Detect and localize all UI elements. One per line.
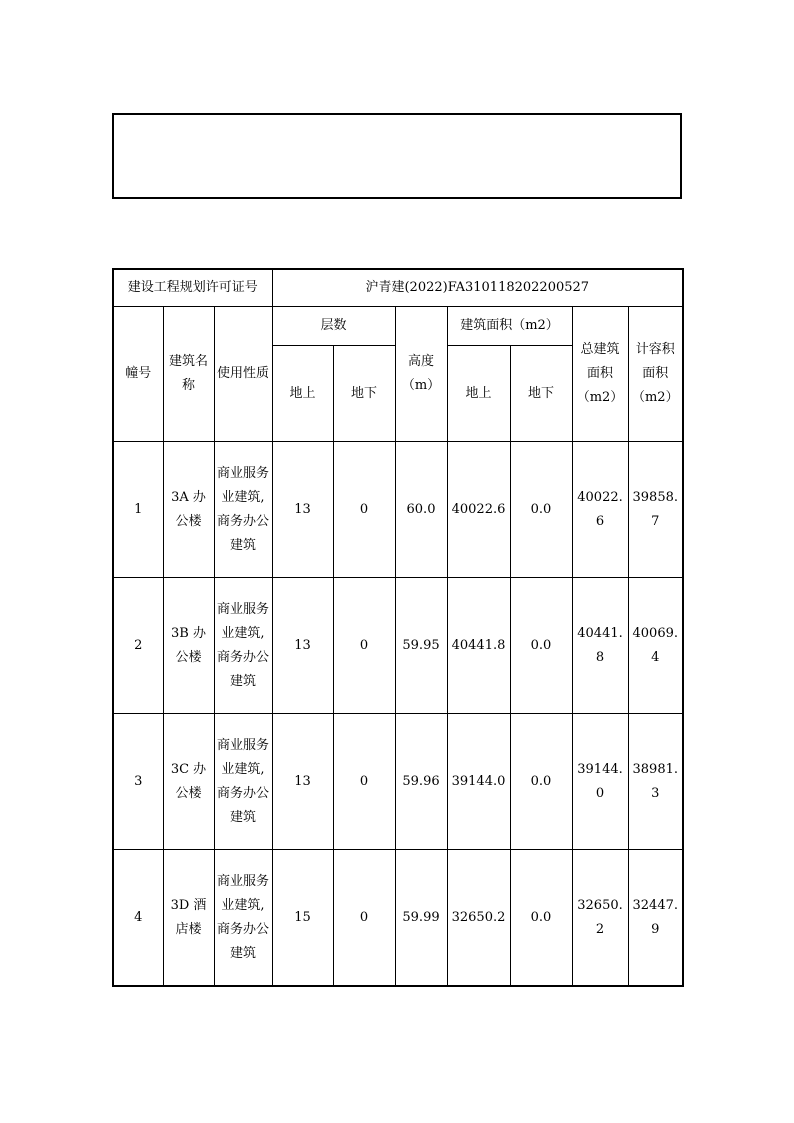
cell-name: 3A 办公楼 [163,442,214,578]
cell-usage: 商业服务业建筑,商务办公建筑 [214,714,272,850]
cell-floors-below: 0 [333,442,395,578]
cell-area-below: 0.0 [510,714,572,850]
header-floors-below: 地下 [333,346,395,442]
cell-usage: 商业服务业建筑,商务办公建筑 [214,442,272,578]
table-row [113,850,683,987]
cell-area-above: 40022.6 [447,442,510,578]
cell-floors-above: 13 [272,714,333,850]
cell-height: 60.0 [395,442,447,578]
cell-name: 3D 酒店楼 [163,850,214,987]
cell-usage: 商业服务业建筑,商务办公建筑 [214,850,272,987]
header-area-below: 地下 [510,346,572,442]
cell-floors-above: 13 [272,578,333,714]
header-floors: 层数 [272,307,395,346]
cell-area-above: 32650.2 [447,850,510,987]
cell-area-below: 0.0 [510,850,572,987]
cell-area-above: 40441.8 [447,578,510,714]
permit-label: 建设工程规划许可证号 [113,269,272,307]
header-height: 高度（m） [395,307,447,442]
table-row [113,442,683,578]
cell-usage: 商业服务业建筑,商务办公建筑 [214,578,272,714]
cell-total-area: 32650.2 [572,850,628,987]
header-row-1 [113,307,683,346]
cell-height: 59.95 [395,578,447,714]
cell-floors-above: 13 [272,442,333,578]
empty-header-box [112,113,682,199]
cell-area-above: 39144.0 [447,714,510,850]
cell-area-below: 0.0 [510,578,572,714]
building-permit-table [112,268,684,987]
cell-floors-below: 0 [333,578,395,714]
table-row [113,578,683,714]
cell-total-area: 39144.0 [572,714,628,850]
cell-far-area: 39858.7 [628,442,683,578]
header-far-area: 计容积面积（m2） [628,307,683,442]
permit-row [113,269,683,307]
header-total-area: 总建筑面积（m2） [572,307,628,442]
cell-floors-above: 15 [272,850,333,987]
cell-no: 3 [113,714,163,850]
header-floors-above: 地上 [272,346,333,442]
cell-floors-below: 0 [333,850,395,987]
cell-far-area: 38981.3 [628,714,683,850]
cell-far-area: 32447.9 [628,850,683,987]
cell-height: 59.99 [395,850,447,987]
permit-number: 沪青建(2022)FA310118202200527 [272,269,683,307]
cell-height: 59.96 [395,714,447,850]
cell-area-below: 0.0 [510,442,572,578]
cell-total-area: 40022.6 [572,442,628,578]
header-building-name: 建筑名称 [163,307,214,442]
header-area: 建筑面积（m2） [447,307,572,346]
header-usage: 使用性质 [214,307,272,442]
cell-far-area: 40069.4 [628,578,683,714]
cell-no: 2 [113,578,163,714]
cell-no: 1 [113,442,163,578]
table-row [113,714,683,850]
cell-floors-below: 0 [333,714,395,850]
cell-name: 3C 办公楼 [163,714,214,850]
header-building-no: 幢号 [113,307,163,442]
cell-no: 4 [113,850,163,987]
cell-name: 3B 办公楼 [163,578,214,714]
header-area-above: 地上 [447,346,510,442]
cell-total-area: 40441.8 [572,578,628,714]
